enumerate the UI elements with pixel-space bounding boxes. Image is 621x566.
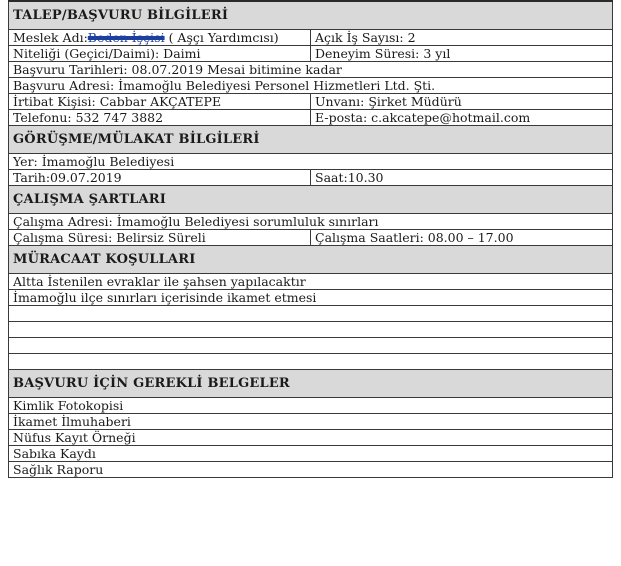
list-item [9,306,613,322]
form-row [9,46,613,62]
meslek-label: Meslek Adı: [13,30,88,45]
acik-is-sayisi: Açık İş Sayısı: 2 [311,30,613,46]
application-form [8,0,612,566]
list-item: İkamet İlmuhaberi [9,414,613,430]
form-row [9,214,613,230]
section-title: MÜRACAAT KOŞULLARI [9,246,613,274]
section-header-talep [9,1,613,30]
section-header-gorusme [9,126,613,154]
form-row [9,154,613,170]
irtibat-kisisi: İrtibat Kişisi: Cabbar AKÇATEPE [9,94,311,110]
section-header-muracaat [9,246,613,274]
section-title: GÖRÜŞME/MÜLAKAT BİLGİLERİ [9,126,613,154]
list-item: Sabıka Kaydı [9,446,613,462]
deneyim-suresi: Deneyim Süresi: 3 yıl [311,46,613,62]
saat: Saat:10.30 [311,170,613,186]
form-table [8,0,613,478]
form-row [9,230,613,246]
meslek-value: ( Aşçı Yardımcısı) [168,30,279,45]
form-row [9,110,613,126]
tarih: Tarih:09.07.2019 [9,170,311,186]
form-row [9,78,613,94]
basvuru-tarihleri: Başvuru Tarihleri: 08.07.2019 Mesai bitimine kadar [9,62,613,78]
unvani: Unvanı: Şirket Müdürü [311,94,613,110]
calisma-suresi: Çalışma Süresi: Belirsiz Süreli [9,230,311,246]
section-header-calisma [9,186,613,214]
section-header-belgeler [9,370,613,398]
list-item: Sağlık Raporu [9,462,613,478]
list-item: İmamoğlu ilçe sınırları içerisinde ikamet etmesi [9,290,613,306]
list-item [9,338,613,354]
section-title: BAŞVURU İÇİN GEREKLİ BELGELER [9,370,613,398]
basvuru-adresi: Başvuru Adresi: İmamoğlu Belediyesi Personel Hizmetleri Ltd. Şti. [9,78,613,94]
niteligi: Niteliği (Geçici/Daimi): Daimi [9,46,311,62]
list-item: Kimlik Fotokopisi [9,398,613,414]
form-row [9,62,613,78]
list-item [9,354,613,370]
telefon: Telefonu: 532 747 3882 [9,110,311,126]
section-title: TALEP/BAŞVURU BİLGİLERİ [9,1,613,30]
form-row [9,170,613,186]
list-item: Altta İstenilen evraklar ile şahsen yapılacaktır [9,274,613,290]
list-item: Nüfus Kayıt Örneği [9,430,613,446]
calisma-adresi: Çalışma Adresi: İmamoğlu Belediyesi sorumluluk sınırları [9,214,613,230]
e-posta: E-posta: c.akcatepe@hotmail.com [311,110,613,126]
meslek-struck-text: Beden İşçisi [87,30,165,45]
section-title: ÇALIŞMA ŞARTLARI [9,186,613,214]
meslek-cell [9,30,311,46]
calisma-saatleri: Çalışma Saatleri: 08.00 – 17.00 [311,230,613,246]
form-row [9,94,613,110]
list-item [9,322,613,338]
yer: Yer: İmamoğlu Belediyesi [9,154,613,170]
form-row [9,30,613,46]
